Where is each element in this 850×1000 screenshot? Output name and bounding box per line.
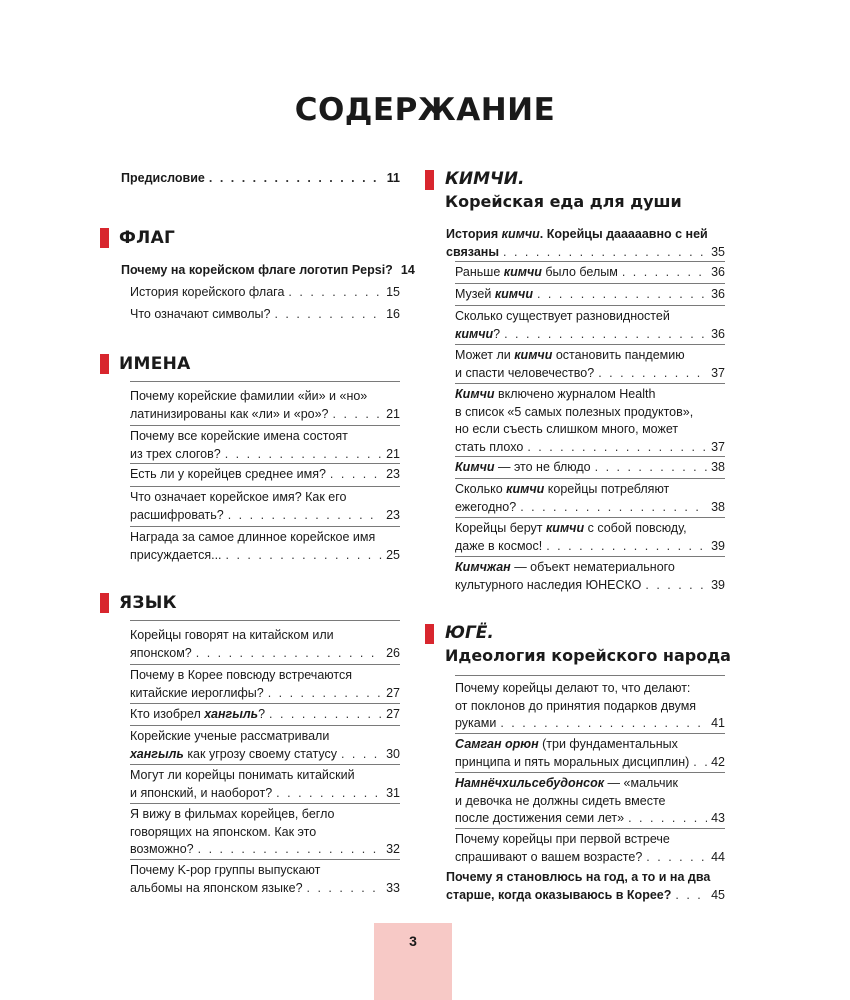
- toc-entry[interactable]: Раньше кимчи было белым . . . 36: [455, 264, 725, 282]
- accent-bar: [425, 170, 434, 190]
- section-header-flag: ФЛАГ: [100, 228, 175, 248]
- toc-entry[interactable]: Почему K-pop группы выпускают альбомы на японском языке? . . . 33: [130, 862, 400, 897]
- entry-divider: [455, 517, 725, 518]
- page-number-ref: 11: [386, 171, 400, 185]
- page-number-box: [374, 923, 452, 1000]
- accent-bar: [100, 228, 109, 248]
- entry-divider: [130, 425, 400, 426]
- entry-divider: [455, 828, 725, 829]
- toc-entry[interactable]: История корейского флага . . . 15: [130, 284, 400, 302]
- toc-entry[interactable]: Сколько кимчи корейцы потребляют ежегодно? . . . 38: [455, 481, 725, 516]
- toc-entry[interactable]: История кимчи. Корейцы дааааавно с ней связаны . . . 35: [446, 226, 725, 261]
- entry-divider: [455, 305, 725, 306]
- toc-entry[interactable]: Почему корейцы делают то, что делают: от поклонов до принятия подарков двумя руками . . . 41: [455, 680, 725, 733]
- toc-entry[interactable]: Я вижу в фильмах корейцев, бегло говорящих на японском. Как это возможно? . . . 32: [130, 806, 400, 859]
- entry-divider: [455, 733, 725, 734]
- entry-divider: [130, 526, 400, 527]
- toc-entry[interactable]: Кимчи — это не блюдо . . . 38: [455, 459, 725, 477]
- entry-divider: [130, 620, 400, 621]
- toc-entry[interactable]: Намнёчхильсебудонсок — «мальчик и девочка не должны сидеть вместе после достижения семи лет» . . . 43: [455, 775, 725, 828]
- toc-entry[interactable]: Почему корейцы при первой встрече спрашивают о вашем возрасте? . . . 44: [455, 831, 725, 866]
- entry-divider: [130, 703, 400, 704]
- page-number: 3: [409, 933, 417, 949]
- toc-entry[interactable]: Может ли кимчи остановить пандемию и спасти человечество? . . . 37: [455, 347, 725, 382]
- entry-divider: [130, 725, 400, 726]
- entry-divider: [455, 478, 725, 479]
- entry-divider: [455, 344, 725, 345]
- entry-divider: [455, 383, 725, 384]
- toc-entry[interactable]: Самган орюн (три фундаментальных принципа и пять моральных дисциплин) . . . 42: [455, 736, 725, 771]
- entry-divider: [130, 859, 400, 860]
- toc-entry[interactable]: Кимчжан — объект нематериального культурного наследия ЮНЕСКО . . . 39: [455, 559, 725, 594]
- toc-entry[interactable]: Корейцы берут кимчи с собой повсюду, даже в космос! . . . 39: [455, 520, 725, 555]
- entry-divider: [455, 456, 725, 457]
- section-header-names: ИМЕНА: [100, 354, 191, 374]
- entry-divider: [455, 283, 725, 284]
- accent-bar: [425, 624, 434, 644]
- toc-entry[interactable]: Сколько существует разновидностей кимчи? . . . 36: [455, 308, 725, 343]
- accent-bar: [100, 593, 109, 613]
- entry-divider: [455, 261, 725, 262]
- toc-entry[interactable]: Кто изобрел хангыль? . . . 27: [130, 706, 400, 724]
- entry-divider: [130, 764, 400, 765]
- toc-entry-preface[interactable]: Предисловие . . . 11: [121, 170, 400, 188]
- accent-bar: [100, 354, 109, 374]
- entry-divider: [130, 381, 400, 382]
- entry-divider: [130, 664, 400, 665]
- toc-entry[interactable]: Кимчи включено журналом Health в список «5 самых полезных продуктов», но если съесть слишком много, может стать плохо . . . 37: [455, 386, 725, 456]
- toc-entry[interactable]: Почему я становлюсь на год, а то и на два старше, когда оказываюсь в Корее? . . . 45: [446, 869, 725, 904]
- toc-entry[interactable]: Почему на корейском флаге логотип Pepsi? 14: [121, 263, 415, 277]
- toc-entry[interactable]: Почему корейские фамилии «йи» и «но» латинизированы как «ли» и «ро»? . . . 21: [130, 388, 400, 423]
- entry-divider: [455, 675, 725, 676]
- toc-entry[interactable]: Могут ли корейцы понимать китайский и японский, и наоборот? . . . 31: [130, 767, 400, 802]
- section-header-language: ЯЗЫК: [100, 593, 177, 613]
- toc-entry[interactable]: Что означает корейское имя? Как его расшифровать? . . . 23: [130, 489, 400, 524]
- toc-entry[interactable]: Есть ли у корейцев среднее имя? . . . 23: [130, 466, 400, 484]
- toc-entry[interactable]: Что означают символы? . . . 16: [130, 306, 400, 324]
- entry-divider: [130, 803, 400, 804]
- entry-divider: [455, 556, 725, 557]
- toc-entry[interactable]: Почему все корейские имена состоят из трех слогов? . . . 21: [130, 428, 400, 463]
- toc-entry[interactable]: Почему в Корее повсюду встречаются китайские иероглифы? . . . 27: [130, 667, 400, 702]
- entry-divider: [455, 772, 725, 773]
- entry-divider: [130, 486, 400, 487]
- page-title: СОДЕРЖАНИЕ: [294, 92, 556, 128]
- toc-entry[interactable]: Награда за самое длинное корейское имя присуждается... . . . 25: [130, 529, 400, 564]
- entry-divider: [130, 463, 400, 464]
- toc-entry[interactable]: Музей кимчи . . . 36: [455, 286, 725, 304]
- toc-entry[interactable]: Корейцы говорят на китайском или японском? . . . 26: [130, 627, 400, 662]
- toc-entry[interactable]: Корейские ученые рассматривали хангыль как угрозу своему статусу . . . 30: [130, 728, 400, 763]
